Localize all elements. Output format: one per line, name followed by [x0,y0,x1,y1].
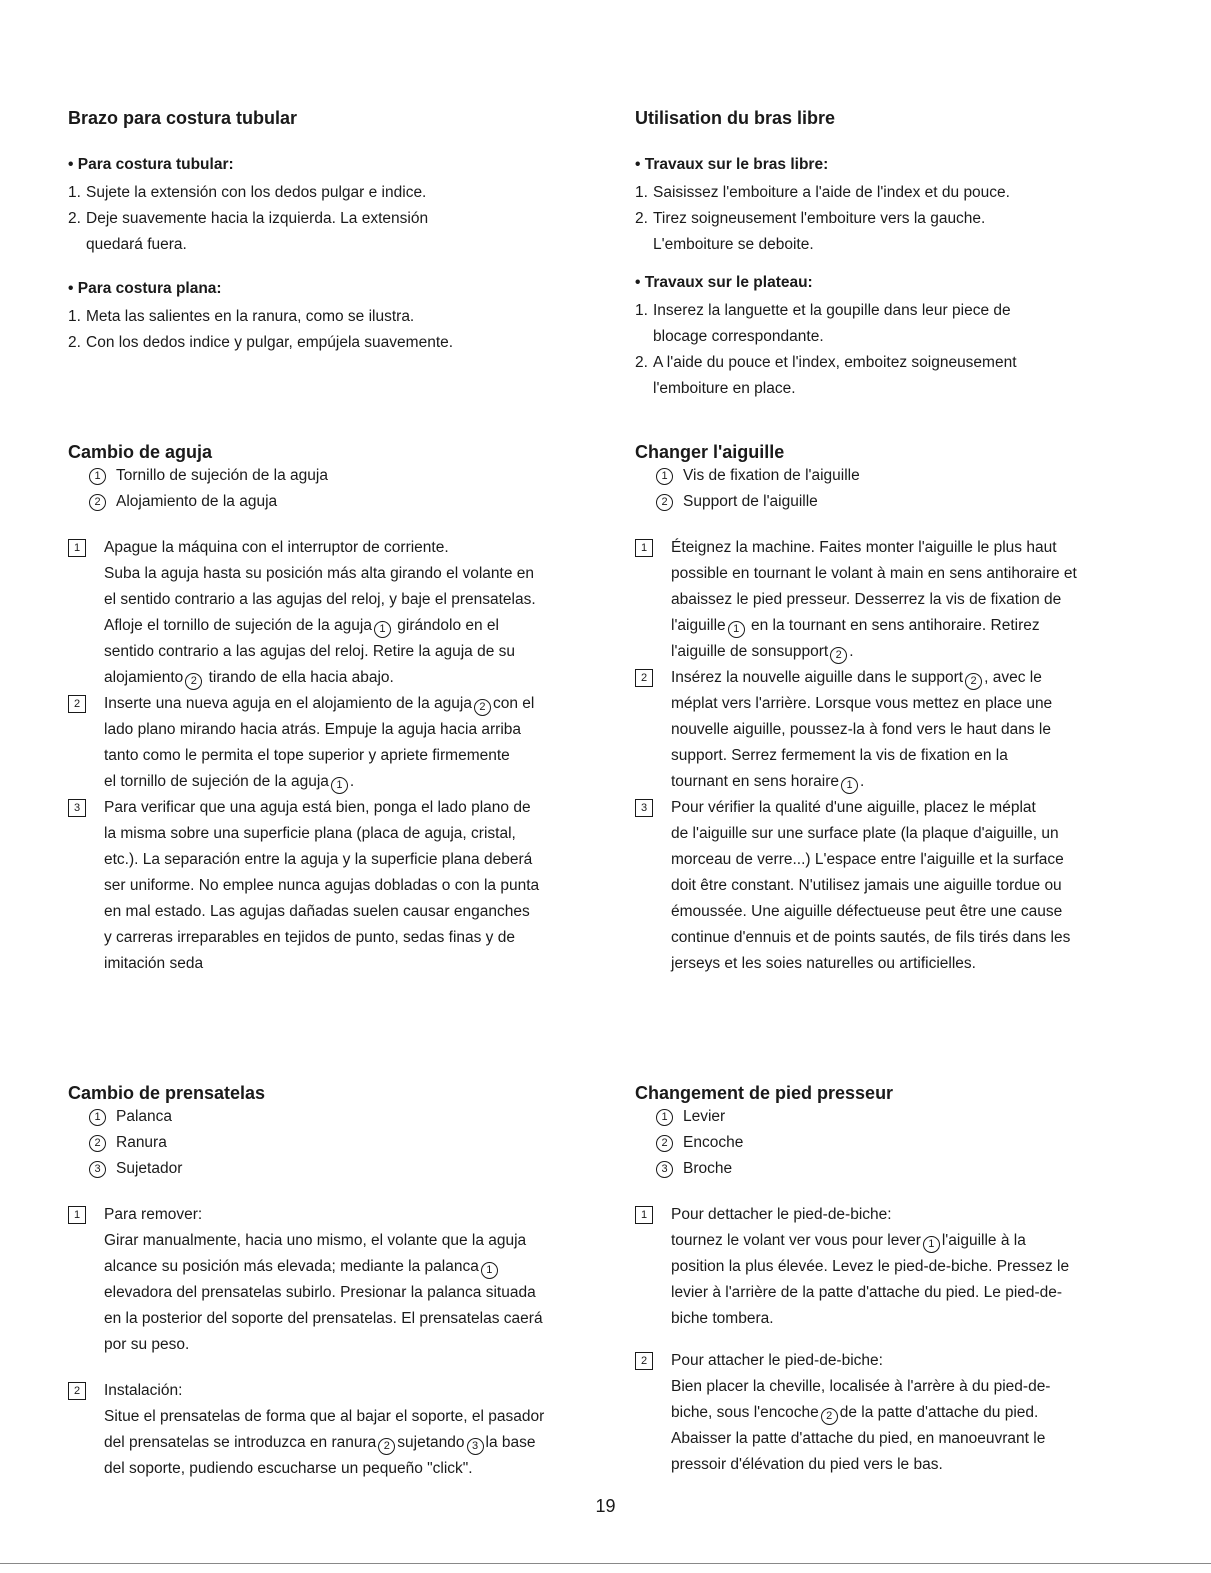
numbered-step [635,535,1145,665]
step-line: l'aiguille de sonsupport 2 . [671,639,1145,665]
list-number: 2. [68,334,81,351]
step-number-box: 1 [635,539,653,557]
subsection-title: • Travaux sur le plateau: [635,274,813,291]
legend-label: Levier [683,1108,726,1125]
step-line: lado plano mirando hacia atrás. Empuje la aguja hacia arriba [104,721,522,738]
legend-label: Palanca [116,1108,173,1125]
step-line: abaissez le pied presseur. Desserrez la vis de fixation de [671,591,1062,608]
list-number: 2. [635,354,648,371]
step-line: levier à l'arrière de la patte d'attache du pied. Le pied-de- [671,1284,1063,1301]
step-line: support. Serrez fermement la vis de fixation en la [671,747,1008,764]
legend-label: Encoche [683,1134,744,1151]
list-text: Con los dedos indice y pulgar, empújela suavemente. [86,334,454,351]
subsection-title: • Para costura plana: [68,280,222,297]
step-number-box: 2 [635,1352,653,1370]
numbered-step [635,795,1145,977]
step-line: méplat vers l'arrière. Lorsque vous mettez en place une [671,695,1053,712]
list-number: 2. [635,210,648,227]
step-line: en la posterior del soporte del prensatelas. El prensatelas caerá [104,1310,543,1327]
list-text: quedará fuera. [86,236,187,253]
step-line: alojamiento 2 tirando de ella hacia abajo. [104,665,578,691]
section-title: Brazo para costura tubular [68,108,298,128]
list-text: l'emboiture en place. [653,380,796,397]
legend-item [635,489,1145,515]
step-line: del prensatelas se introduzca en ranura 2 sujetando 3 la base [104,1430,578,1456]
step-line: Pour vérifier la qualité d'une aiguille, placez le méplat [671,799,1036,816]
legend-item [635,1104,1145,1130]
step-line: continue d'ennuis et de points sautés, de fils tirés dans les [671,929,1071,946]
step-line: Insérez la nouvelle aiguille dans le support 2 , avec le [671,665,1145,691]
step-line: Bien placer la cheville, localisée à l'arrère à du pied-de- [671,1378,1051,1395]
list-item [635,298,1145,324]
step-text [671,1348,1145,1478]
numbered-step [68,1202,578,1358]
legend-item [635,1130,1145,1156]
step-list [635,180,1145,258]
callout-number-icon: 1 [656,1109,673,1126]
step-text [671,665,1145,795]
step-line: Apague la máquina con el interruptor de corriente. [104,539,449,556]
step-text [104,1378,578,1482]
page-number: 19 [595,1496,616,1516]
legend-list [635,1104,1145,1182]
legend-item [68,489,578,515]
step-line: sentido contrario a las agujas del reloj. Retire la aguja de su [104,643,515,660]
callout-number-icon: 1 [331,777,348,794]
numbered-step [635,1202,1145,1332]
section-title: Cambio de prensatelas [68,1083,266,1103]
legend-list [68,463,578,515]
legend-item [68,463,578,489]
step-line: Suba la aguja hasta su posición más alta girando el volante en [104,565,534,582]
list-text: Tirez soigneusement l'emboiture vers la gauche. [653,210,986,227]
section-free-arm-fr [635,107,1145,402]
step-number-box: 3 [635,799,653,817]
legend-label: Support de l'aiguille [683,493,818,510]
numbered-step [68,795,578,977]
callout-number-icon: 1 [374,621,391,638]
step-number-box: 2 [68,1382,86,1400]
step-list [68,1202,578,1482]
step-number-box: 2 [635,669,653,687]
callout-number-icon: 2 [378,1438,395,1455]
step-line: position la plus élevée. Levez le pied-de-biche. Pressez le [671,1258,1070,1275]
step-line: l'aiguille 1 en la tournant en sens antihoraire. Retirez [671,613,1145,639]
list-number [68,232,86,258]
legend-label: Ranura [116,1134,167,1151]
step-text [104,691,578,795]
step-line: Inserte una nueva aguja en el alojamiento de la aguja 2 con el [104,691,578,717]
step-line: tournant en sens horaire 1 . [671,769,1145,795]
list-number: 1. [68,184,81,201]
section-needle-fr [635,441,1145,977]
step-number-box: 3 [68,799,86,817]
legend-label: Sujetador [116,1160,183,1177]
list-text: Saisissez l'emboiture a l'aide de l'index et du pouce. [653,184,1010,201]
legend-label: Broche [683,1160,733,1177]
numbered-step [68,1378,578,1482]
legend-item [68,1130,578,1156]
legend-item [68,1104,578,1130]
list-item [68,330,578,356]
list-number: 1. [635,302,648,319]
callout-number-icon: 1 [656,468,673,485]
section-title: Changement de pied presseur [635,1083,894,1103]
section-needle-es [68,441,578,977]
legend-list [68,1104,578,1182]
step-line: biche, sous l'encoche 2 de la patte d'attache du pied. [671,1400,1145,1426]
step-number-box: 1 [635,1206,653,1224]
list-text: Meta las salientes en la ranura, como se ilustra. [86,308,415,325]
step-line: émoussée. Une aiguille défectueuse peut être une cause [671,903,1063,920]
list-text: Inserez la languette et la goupille dans leur piece de [653,302,1011,319]
callout-number-icon: 1 [841,777,858,794]
step-text [104,1202,578,1358]
step-line: alcance su posición más elevada; mediante la palanca 1 [104,1254,578,1280]
callout-number-icon: 2 [656,494,673,511]
callout-number-icon: 1 [481,1262,498,1279]
step-text [104,795,578,977]
legend-label: Alojamiento de la aguja [116,493,278,510]
numbered-step [635,1348,1145,1478]
list-text: A l'aide du pouce et l'index, emboitez soigneusement [653,354,1017,371]
step-list [68,535,578,977]
step-line: biche tombera. [671,1310,774,1327]
step-line: nouvelle aiguille, poussez-la à fond vers le haut dans le [671,721,1051,738]
callout-number-icon: 2 [474,699,491,716]
list-item [635,206,1145,232]
step-line: imitación seda [104,955,204,972]
step-line: en mal estado. Las agujas dañadas suelen causar enganches [104,903,530,920]
list-item [68,304,578,330]
step-text [671,535,1145,665]
callout-number-icon: 2 [965,673,982,690]
step-list [68,180,578,258]
step-line: Pour dettacher le pied-de-biche: [671,1206,892,1223]
step-line: la misma sobre una superficie plana (placa de aguja, cristal, [104,825,516,842]
step-line: Abaisser la patte d'attache du pied, en manoeuvrant le [671,1430,1046,1447]
callout-number-icon: 3 [467,1438,484,1455]
callout-number-icon: 1 [728,621,745,638]
step-line: Situe el prensatelas de forma que al bajar el soporte, el pasador [104,1408,545,1425]
legend-item [635,1156,1145,1182]
list-item [68,180,578,206]
step-line: Afloje el tornillo de sujeción de la aguja 1 girándolo en el [104,613,578,639]
callout-number-icon: 2 [89,1135,106,1152]
list-number [635,232,653,258]
subsection-title: • Travaux sur le bras libre: [635,156,829,173]
bottom-rule [0,1563,1211,1564]
legend-label: Vis de fixation de l'aiguille [683,467,860,484]
callout-number-icon: 1 [923,1236,940,1253]
section-title: Cambio de aguja [68,442,213,462]
legend-list [635,463,1145,515]
step-line: del soporte, pudiendo escucharse un pequeño "click". [104,1460,473,1477]
step-line: Éteignez la machine. Faites monter l'aiguille le plus haut [671,539,1057,556]
numbered-step [635,665,1145,795]
callout-number-icon: 1 [89,1109,106,1126]
step-line: por su peso. [104,1336,190,1353]
numbered-step [68,535,578,691]
callout-number-icon: 2 [830,647,847,664]
step-text [671,795,1145,977]
step-number-box: 2 [68,695,86,713]
callout-number-icon: 2 [656,1135,673,1152]
step-line: doit être constant. N'utilisez jamais une aiguille tordue ou [671,877,1062,894]
step-line: possible en tournant le volant à main en sens antihoraire et [671,565,1077,582]
numbered-step [68,691,578,795]
step-list [635,298,1145,402]
list-number: 1. [68,308,81,325]
step-line: el sentido contrario a las agujas del reloj, y baje el prensatelas. [104,591,536,608]
callout-number-icon: 2 [821,1408,838,1425]
step-line: morceau de verre...) L'espace entre l'aiguille et la surface [671,851,1064,868]
step-line: tanto como le permita el tope superior y apriete firmemente [104,747,510,764]
list-number [635,376,653,402]
step-list [635,535,1145,977]
callout-number-icon: 3 [656,1161,673,1178]
step-number-box: 1 [68,1206,86,1224]
list-number: 1. [635,184,648,201]
step-number-box: 1 [68,539,86,557]
list-item [68,206,578,232]
step-line: Instalación: [104,1382,183,1399]
callout-number-icon: 1 [89,468,106,485]
step-line: el tornillo de sujeción de la aguja 1 . [104,769,578,795]
list-item [635,232,1145,258]
list-number [635,324,653,350]
step-line: Girar manualmente, hacia uno mismo, el volante que la aguja [104,1232,527,1249]
step-line: elevadora del prensatelas subirlo. Presionar la palanca situada [104,1284,536,1301]
section-title: Changer l'aiguille [635,442,785,462]
list-item [635,350,1145,376]
callout-number-icon: 2 [89,494,106,511]
step-line: ser uniforme. No emplee nunca agujas dobladas o con la punta [104,877,540,894]
step-text [104,535,578,691]
step-line: etc.). La separación entre la aguja y la superficie plana deberá [104,851,533,868]
list-item [635,324,1145,350]
section-foot-fr [635,1082,1145,1478]
section-title: Utilisation du bras libre [635,108,836,128]
step-line: Pour attacher le pied-de-biche: [671,1352,883,1369]
step-line: jerseys et les soies naturelles ou artificielles. [671,955,976,972]
step-line: Para remover: [104,1206,203,1223]
list-text: blocage correspondante. [653,328,824,345]
step-list [68,304,578,356]
list-text: L'emboiture se deboite. [653,236,814,253]
list-text: Deje suavemente hacia la izquierda. La extensión [86,210,429,227]
list-item [68,232,578,258]
step-list [635,1202,1145,1478]
step-line: tournez le volant ver vous pour lever 1 l'aiguille à la [671,1228,1145,1254]
section-foot-es [68,1082,578,1482]
subsection-title: • Para costura tubular: [68,156,234,173]
callout-number-icon: 3 [89,1161,106,1178]
step-line: y carreras irreparables en tejidos de punto, sedas finas y de [104,929,515,946]
step-line: Para verificar que una aguja está bien, ponga el lado plano de [104,799,531,816]
list-text: Sujete la extensión con los dedos pulgar e indice. [86,184,427,201]
step-line: pressoir d'élévation du pied vers le bas. [671,1456,943,1473]
callout-number-icon: 2 [185,673,202,690]
section-free-arm-es [68,107,578,356]
step-text [671,1202,1145,1332]
step-line: de l'aiguille sur une surface plate (la plaque d'aiguille, un [671,825,1059,842]
legend-label: Tornillo de sujeción de la aguja [116,467,328,484]
list-number: 2. [68,210,81,227]
legend-item [635,463,1145,489]
list-item [635,376,1145,402]
list-item [635,180,1145,206]
legend-item [68,1156,578,1182]
